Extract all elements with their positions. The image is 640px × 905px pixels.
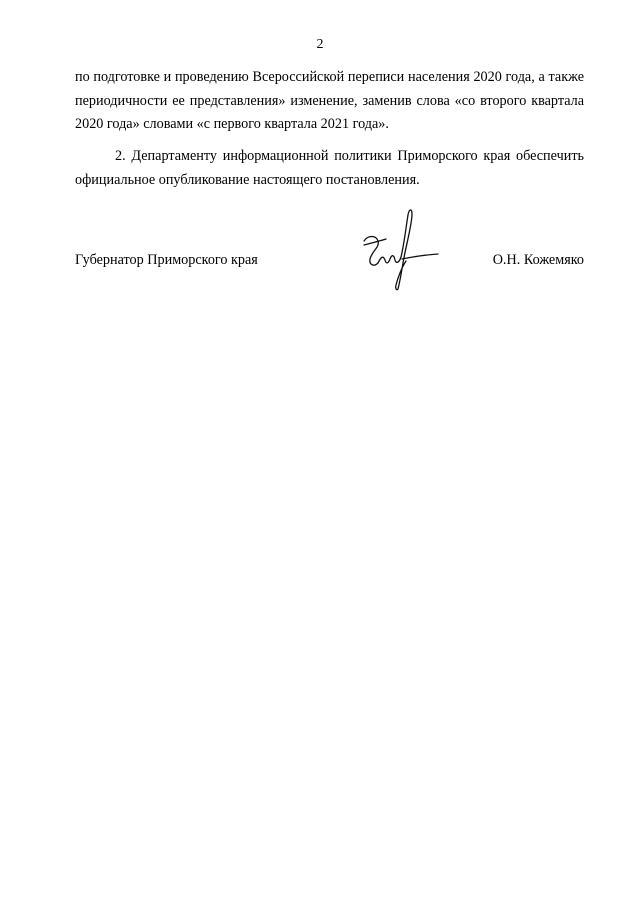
- signatory-name: О.Н. Кожемяко: [492, 252, 584, 268]
- signature-block: [75, 250, 584, 274]
- page-number: 2: [316, 37, 324, 52]
- paragraph-amendment: по подготовке и проведению Всероссийской переписи населения 2020 года, а также периодичности ее представления» изменение, заменив слова «со второго квартала 2020 года» словами «с первого квартала 2021 года».: [75, 69, 584, 132]
- paragraph-publication: 2. Департаменту информационной политики Приморского края обеспечить официальное опубликование настоящего постановления.: [75, 148, 584, 188]
- handwritten-signature-icon: [358, 205, 440, 293]
- signatory-title: Губернатор Приморского края: [75, 252, 258, 268]
